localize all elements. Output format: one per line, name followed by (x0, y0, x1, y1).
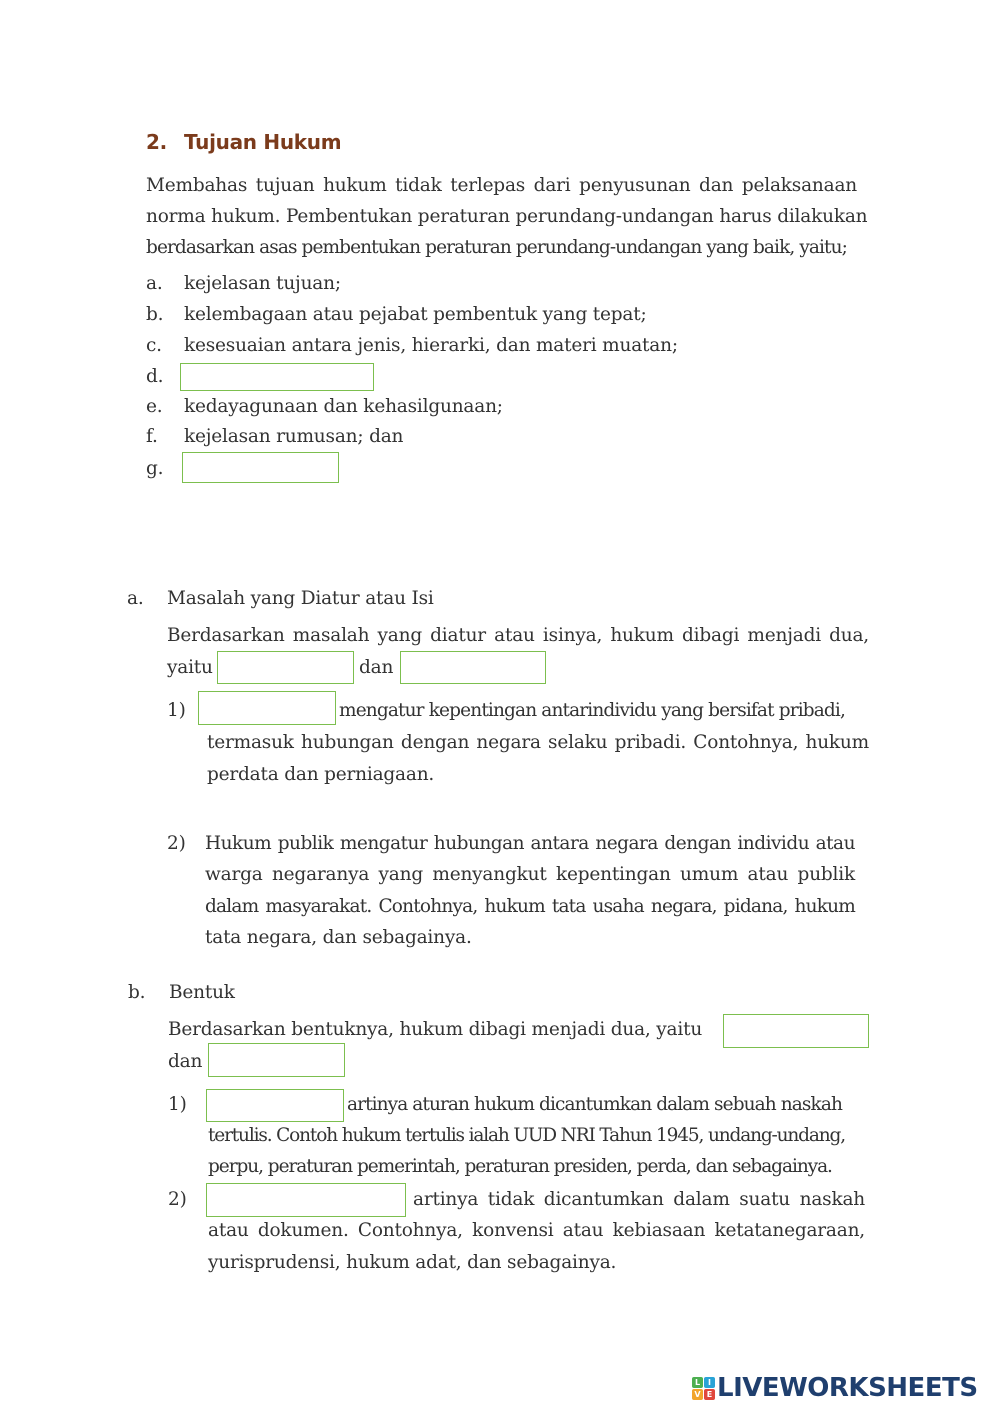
part-a-item2-line4: tata negara, dan sebagainya. (205, 927, 472, 948)
part-a-intro-line-1: Berdasarkan masalah yang diatur atau isinya, hukum dibagi menjadi dua, (167, 625, 869, 646)
part-b-letter: b. (128, 982, 146, 1003)
principle-text-f: kejelasan rumusan; dan (184, 426, 404, 447)
part-b-item1-line2: tertulis. Contoh hukum tertulis ialah UUD NRI Tahun 1945, undang-undang, (208, 1125, 845, 1146)
part-a-item2-num: 2) (167, 833, 186, 854)
intro-line-2: norma hukum. Pembentukan peraturan perundang-undangan harus dilakukan (146, 206, 868, 227)
part-b-item1-num: 1) (168, 1094, 187, 1115)
part-a-item2-line1: Hukum publik mengatur hubungan antara negara dengan individu atau (205, 833, 855, 854)
part-a-yaitu: yaitu (167, 657, 213, 678)
part-b-title: Bentuk (169, 982, 235, 1003)
part-b-item2-line2: atau dokumen. Contohnya, konvensi atau kebiasaan ketatanegaraan, (208, 1220, 865, 1241)
part-a-title: Masalah yang Diatur atau Isi (167, 588, 434, 609)
part-b-item1-line1: artinya aturan hukum dicantumkan dalam sebuah naskah (347, 1094, 842, 1115)
part-b-item2-num: 2) (168, 1189, 187, 1210)
principle-g-answer-input[interactable] (182, 452, 339, 483)
liveworksheets-brand: LIVEWORKSHEETS (717, 1373, 978, 1403)
part-a-item1-line3: perdata dan perniagaan. (207, 764, 435, 785)
part-b-type1-input[interactable] (723, 1014, 869, 1048)
intro-line-1: Membahas tujuan hukum tidak terlepas dari penyusunan dan pelaksanaan (146, 175, 857, 196)
principle-letter-g: g. (146, 458, 164, 479)
part-a-type2-input[interactable] (400, 651, 546, 684)
logo-letter-l: L (692, 1377, 703, 1388)
liveworksheets-logo-icon (692, 1377, 716, 1401)
part-a-item1-line1: mengatur kepentingan antarindividu yang bersifat pribadi, (339, 700, 846, 721)
section-title: Tujuan Hukum (184, 130, 342, 154)
part-a-item2-line3: dalam masyarakat. Contohnya, hukum tata usaha negara, pidana, hukum (205, 896, 855, 917)
part-a-item2-line2: warga negaranya yang menyangkut kepentingan umum atau publik (205, 864, 855, 885)
principle-d-answer-input[interactable] (180, 363, 374, 391)
principle-text-c: kesesuaian antara jenis, hierarki, dan materi muatan; (184, 335, 678, 356)
part-b-item1-input[interactable] (206, 1089, 344, 1122)
part-b-item2-input[interactable] (206, 1183, 406, 1217)
part-b-item2-line1: artinya tidak dicantumkan dalam suatu naskah (413, 1189, 865, 1210)
principle-letter-d: d. (146, 366, 164, 387)
part-b-intro-line-1: Berdasarkan bentuknya, hukum dibagi menjadi dua, yaitu (168, 1019, 703, 1040)
logo-letter-v: V (692, 1389, 703, 1400)
part-b-type2-input[interactable] (208, 1043, 345, 1077)
section-number: 2. (146, 130, 167, 154)
part-a-item1-input[interactable] (198, 691, 336, 725)
principle-letter-a: a. (146, 273, 163, 294)
part-a-item1-num: 1) (167, 700, 186, 721)
part-a-letter: a. (127, 588, 144, 609)
intro-line-3: berdasarkan asas pembentukan peraturan perundang-undangan yang baik, yaitu; (146, 237, 847, 258)
principle-letter-f: f. (146, 426, 158, 447)
logo-letter-i: I (704, 1377, 715, 1388)
part-a-dan: dan (359, 657, 394, 678)
logo-letter-e: E (704, 1389, 715, 1400)
part-b-item2-line3: yurisprudensi, hukum adat, dan sebagainya. (208, 1252, 617, 1273)
part-b-item1-line3: perpu, peraturan pemerintah, peraturan presiden, perda, dan sebagainya. (208, 1156, 832, 1177)
principle-text-b: kelembagaan atau pejabat pembentuk yang tepat; (184, 304, 647, 325)
part-b-dan: dan (168, 1051, 203, 1072)
principle-letter-c: c. (146, 335, 162, 356)
principle-letter-e: e. (146, 396, 163, 417)
principle-text-a: kejelasan tujuan; (184, 273, 341, 294)
principle-text-e: kedayagunaan dan kehasilgunaan; (184, 396, 503, 417)
principle-letter-b: b. (146, 304, 164, 325)
part-a-type1-input[interactable] (217, 651, 354, 684)
part-a-item1-line2: termasuk hubungan dengan negara selaku pribadi. Contohnya, hukum (207, 732, 869, 753)
